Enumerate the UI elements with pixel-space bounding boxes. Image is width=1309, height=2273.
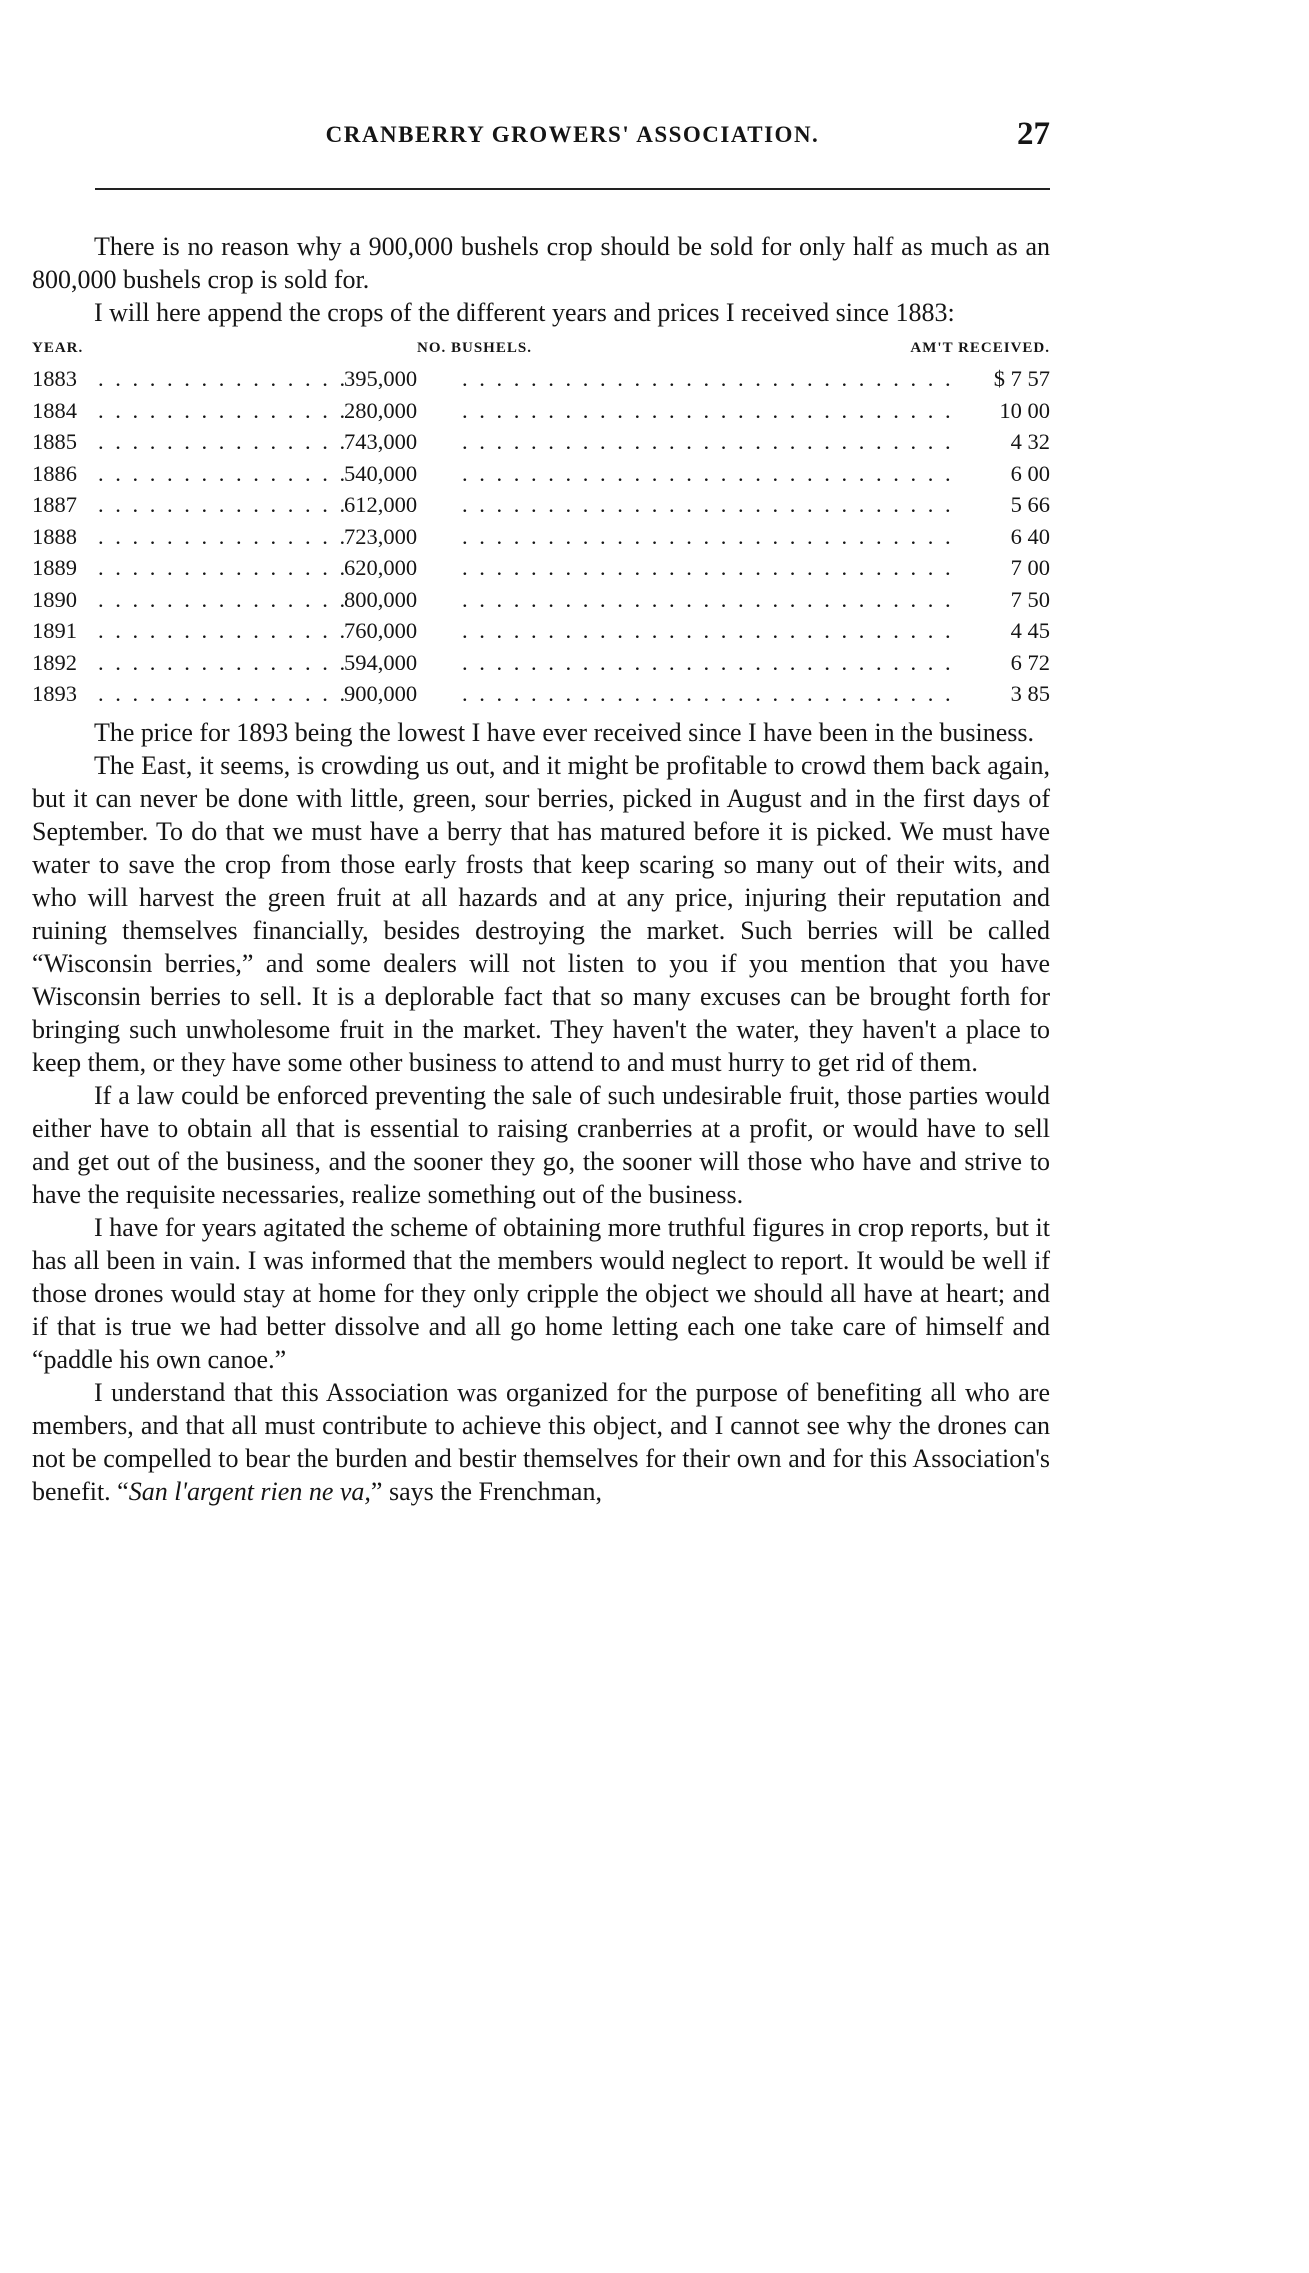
table-row bbox=[32, 521, 1050, 553]
running-title: CRANBERRY GROWERS' ASSOCIATION. bbox=[325, 122, 820, 147]
table-row bbox=[32, 647, 1050, 679]
cell-bushels: 540,000 bbox=[344, 460, 418, 486]
paragraph: The price for 1893 being the lowest I have ever received since I have been in the business. bbox=[94, 717, 1034, 747]
cell-bushels: 760,000 bbox=[344, 618, 418, 643]
leader-dots bbox=[462, 647, 960, 679]
table-row bbox=[32, 395, 1050, 427]
cell-amount: 4 45 bbox=[1010, 618, 1050, 643]
header-amount: AM'T RECEIVED. bbox=[910, 340, 1050, 356]
leader-dots bbox=[98, 426, 344, 458]
text: I understand that this Association was organized for the purpose of benefiting all who are members, and that all must contribute to achieve this object, and I cannot see why the drones can not be compelled to bear the burden and bestir themselves for their own and for this Association's benefit. “ bbox=[32, 1377, 1050, 1506]
cell-amount: 6 00 bbox=[1010, 460, 1050, 486]
cell-bushels: 620,000 bbox=[344, 555, 418, 580]
leader-dots bbox=[462, 552, 960, 584]
cell-year: 1884 bbox=[32, 397, 77, 423]
leader-dots bbox=[462, 395, 960, 427]
leader-dots bbox=[462, 489, 960, 521]
leader-dots bbox=[462, 363, 960, 395]
leader-dots bbox=[462, 678, 960, 710]
leader-dots bbox=[98, 363, 344, 395]
cell-amount: 6 72 bbox=[1010, 649, 1050, 675]
leader-dots bbox=[462, 521, 960, 553]
cell-amount: 6 40 bbox=[1010, 523, 1050, 549]
cell-year: 1886 bbox=[32, 460, 77, 486]
table-row bbox=[32, 615, 1050, 647]
page-number: 27 bbox=[1017, 116, 1050, 152]
header-year: YEAR. bbox=[32, 340, 84, 356]
cell-bushels: 280,000 bbox=[344, 397, 418, 423]
leader-dots bbox=[98, 552, 344, 584]
table-row bbox=[32, 678, 1050, 710]
leader-dots bbox=[462, 458, 960, 490]
paragraph: I have for years agitated the scheme of obtaining more truthful figures in crop reports, but it has all been in vain. I was informed that the members would neglect to report. It would be well if those drones would stay at home for they only cripple the object we should all have at heart; and if that is true we had better dissolve and all go home letting each one take care of himself and “paddle his own canoe.” bbox=[32, 1212, 1050, 1374]
header-rule bbox=[95, 188, 1050, 190]
paragraph-final bbox=[32, 1376, 1050, 1508]
leader-dots bbox=[98, 647, 344, 679]
cell-year: 1889 bbox=[32, 555, 77, 580]
cell-year: 1890 bbox=[32, 586, 77, 612]
paragraph: If a law could be enforced preventing the sale of such undesirable fruit, those parties would either have to obtain all that is essential to raising cranberries at a profit, or would have to sell and get out of the business, and the sooner they go, the sooner will those who have and strive to have the requisite necessaries, realize something out of the business. bbox=[32, 1080, 1050, 1209]
leader-dots bbox=[462, 426, 960, 458]
leader-dots bbox=[462, 584, 960, 616]
cell-year: 1893 bbox=[32, 681, 77, 706]
leader-dots bbox=[98, 489, 344, 521]
cell-bushels: 723,000 bbox=[344, 523, 418, 549]
french-quote: San l'argent rien ne va, bbox=[128, 1476, 371, 1506]
table-row bbox=[32, 363, 1050, 395]
leader-dots bbox=[462, 615, 960, 647]
cell-amount: 4 32 bbox=[1010, 429, 1050, 454]
crop-table bbox=[32, 333, 1050, 710]
cell-year: 1891 bbox=[32, 618, 77, 643]
cell-bushels: 800,000 bbox=[344, 586, 418, 612]
table-row bbox=[32, 426, 1050, 458]
cell-amount: 7 50 bbox=[1010, 586, 1050, 612]
leader-dots bbox=[98, 395, 344, 427]
cell-amount: 10 00 bbox=[999, 397, 1050, 423]
cell-bushels: 612,000 bbox=[344, 492, 418, 517]
cell-bushels: 594,000 bbox=[344, 649, 418, 675]
text: ” says the Frenchman, bbox=[370, 1476, 602, 1506]
cell-year: 1888 bbox=[32, 523, 77, 549]
cell-year: 1887 bbox=[32, 492, 77, 517]
header-bushels: NO. BUSHELS. bbox=[417, 340, 532, 356]
paragraph: There is no reason why a 900,000 bushels crop should be sold for only half as much as an 800,000 bushels crop is sold for. bbox=[32, 232, 1050, 294]
cell-amount: 3 85 bbox=[1010, 681, 1050, 706]
cell-year: 1892 bbox=[32, 649, 77, 675]
cell-amount: $ 7 57 bbox=[993, 366, 1050, 391]
body-text bbox=[32, 230, 1050, 1508]
leader-dots bbox=[98, 584, 344, 616]
leader-dots bbox=[98, 521, 344, 553]
cell-year: 1885 bbox=[32, 429, 77, 454]
table-row bbox=[32, 552, 1050, 584]
table-body bbox=[32, 363, 1050, 710]
table-row bbox=[32, 584, 1050, 616]
paragraph: The East, it seems, is crowding us out, and it might be profitable to crowd them back again, but it can never be done with little, green, sour berries, picked in August and in the first days of September. To do that we must have a berry that has matured before it is picked. We must have water to save the crop from those early frosts that keep scaring so many out of their wits, and who will harvest the green fruit at all hazards and at any price, injuring their reputation and ruining themselves financially, besides destroying the market. Such berries will be called “Wisconsin berries,” and some dealers will not listen to you if you mention that you have Wisconsin berries to sell. It is a deplorable fact that so many excuses can be brought forth for bringing such unwholesome fruit in the market. They haven't the water, they haven't a place to keep them, or they have some other business to attend to and must hurry to get rid of them. bbox=[32, 750, 1050, 1077]
paragraph: I will here append the crops of the different years and prices I received since 1883: bbox=[94, 298, 955, 327]
table-row bbox=[32, 458, 1050, 490]
leader-dots bbox=[98, 458, 344, 490]
leader-dots bbox=[98, 615, 344, 647]
table-header bbox=[32, 333, 1050, 363]
cell-amount: 5 66 bbox=[1010, 492, 1050, 517]
cell-bushels: 395,000 bbox=[344, 366, 418, 391]
running-header bbox=[95, 116, 1050, 162]
cell-amount: 7 00 bbox=[1010, 555, 1050, 580]
cell-bushels: 743,000 bbox=[344, 429, 418, 454]
table-row bbox=[32, 489, 1050, 521]
cell-bushels: 900,000 bbox=[344, 681, 418, 706]
leader-dots bbox=[98, 678, 344, 710]
cell-year: 1883 bbox=[32, 366, 77, 391]
